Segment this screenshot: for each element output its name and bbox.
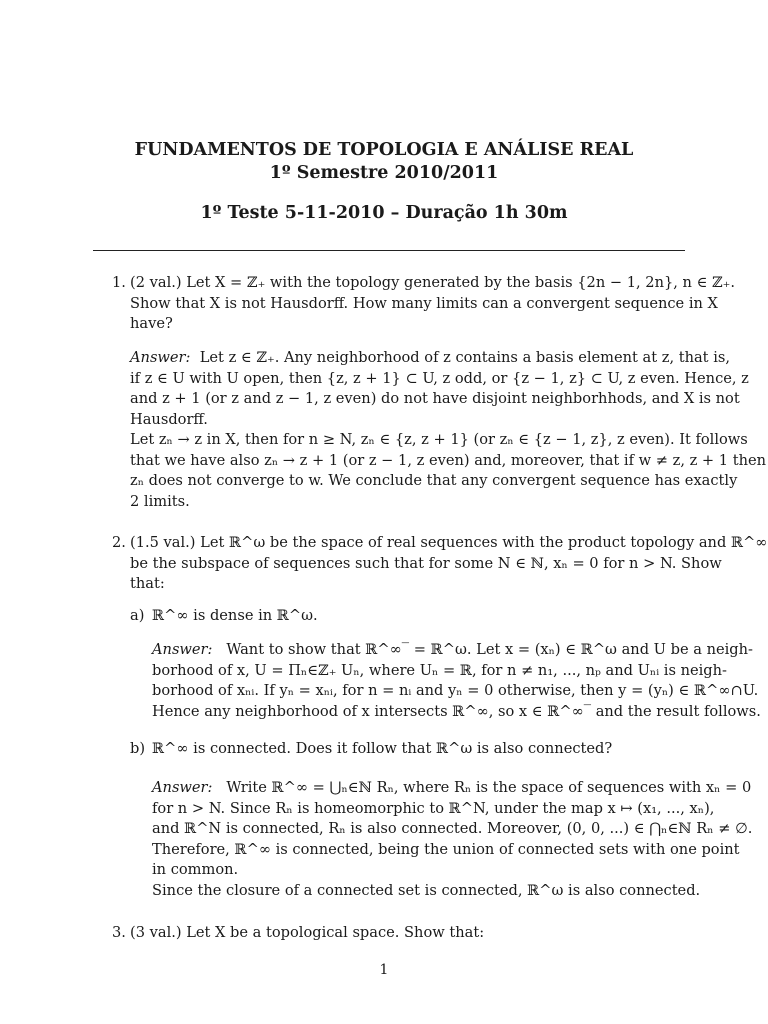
header-divider	[93, 250, 685, 251]
question-1-statement: (2 val.) Let X = ℤ₊ with the topology generated by the basis {2n − 1, 2n}, n ∈ ℤ₊. Show that X is not Hausdorff. How many limits can a convergent sequence in X have?	[130, 274, 736, 332]
page-number: 1	[379, 962, 389, 978]
question-3-statement: (3 val.) Let X be a topological space. Show that:	[130, 924, 485, 941]
question-2-number: 2.	[112, 534, 126, 551]
part-b-answer: Answer: Write ℝ^∞ = ⋃ₙ∈ℕ Rₙ, where Rₙ is the space of sequences with xₙ = 0 for n > N. Since Rₙ is homeomorphic to ℝ^N, under the map x ↦ (x₁, ..., xₙ), and ℝ^N is connected, Rₙ is also connected. Moreover, (0, 0, ...) ∈ ⋂ₙ∈ℕ Rₙ ≠ ∅. Therefore, ℝ^∞ is connected, being the union of connected sets with one point in common. Since the closure of a connected set is connected, ℝ^ω is also connected.	[152, 779, 753, 899]
part-a-label: a)	[130, 607, 145, 624]
question-1-answer-p1: Answer: Let z ∈ ℤ₊. Any neighborhood of z contains a basis element at z, that is, if z ∈ U with U open, then {z, z + 1} ⊂ U, z odd, or {z − 1, z} ⊂ U, z even. Hence, z and z + 1 (or z and z − 1, z even) do not have disjoint neighborhhods, and X is not Hausdorff.	[130, 349, 749, 428]
question-1-number: 1.	[112, 274, 126, 291]
part-a-text: ℝ^∞ is dense in ℝ^ω.	[152, 607, 318, 624]
question-1-answer-p2: Let zₙ → z in X, then for n ≥ N, zₙ ∈ {z, z + 1} (or zₙ ∈ {z − 1, z}, z even). It follows that we have also zₙ → z + 1 (or z − 1, z even) and, moreover, that if w ≠ z, z + 1 then zₙ does not converge to w. We conclude that any convergent sequence has exactly 2 limits.	[130, 431, 767, 510]
test-info: 1º Teste 5-11-2010 – Duração 1h 30m	[200, 203, 568, 223]
part-a-answer: Answer: Want to show that ℝ^∞‾ = ℝ^ω. Let x = (xₙ) ∈ ℝ^ω and U be a neigh- borhood of x, U = Πₙ∈ℤ₊ Uₙ, where Uₙ = ℝ, for n ≠ n₁, ..., nₚ and Uₙᵢ is neigh- borhood of xₙᵢ. If yₙ = xₙᵢ, for n = nᵢ and yₙ = 0 otherwise, then y = (yₙ) ∈ ℝ^∞∩U. Hence any neighborhood of x intersects ℝ^∞, so x ∈ ℝ^∞‾ and the result follows.	[152, 641, 761, 720]
part-b-text: ℝ^∞ is connected. Does it follow that ℝ^ω is also connected?	[152, 740, 613, 757]
question-3-number: 3.	[112, 924, 126, 941]
answer-label: Answer:	[152, 641, 213, 658]
question-2-statement: (1.5 val.) Let ℝ^ω be the space of real sequences with the product topology and ℝ^∞ be the subspace of sequences such that for some N ∈ ℕ, xₙ = 0 for n > N. Show that:	[130, 534, 768, 592]
answer-label: Answer:	[152, 779, 213, 796]
answer-label: Answer:	[130, 349, 191, 366]
semester-line: 1º Semestre 2010/2011	[269, 163, 499, 183]
part-b-label: b)	[130, 740, 146, 757]
course-title: FUNDAMENTOS DE TOPOLOGIA E ANÁLISE REAL	[134, 140, 634, 160]
